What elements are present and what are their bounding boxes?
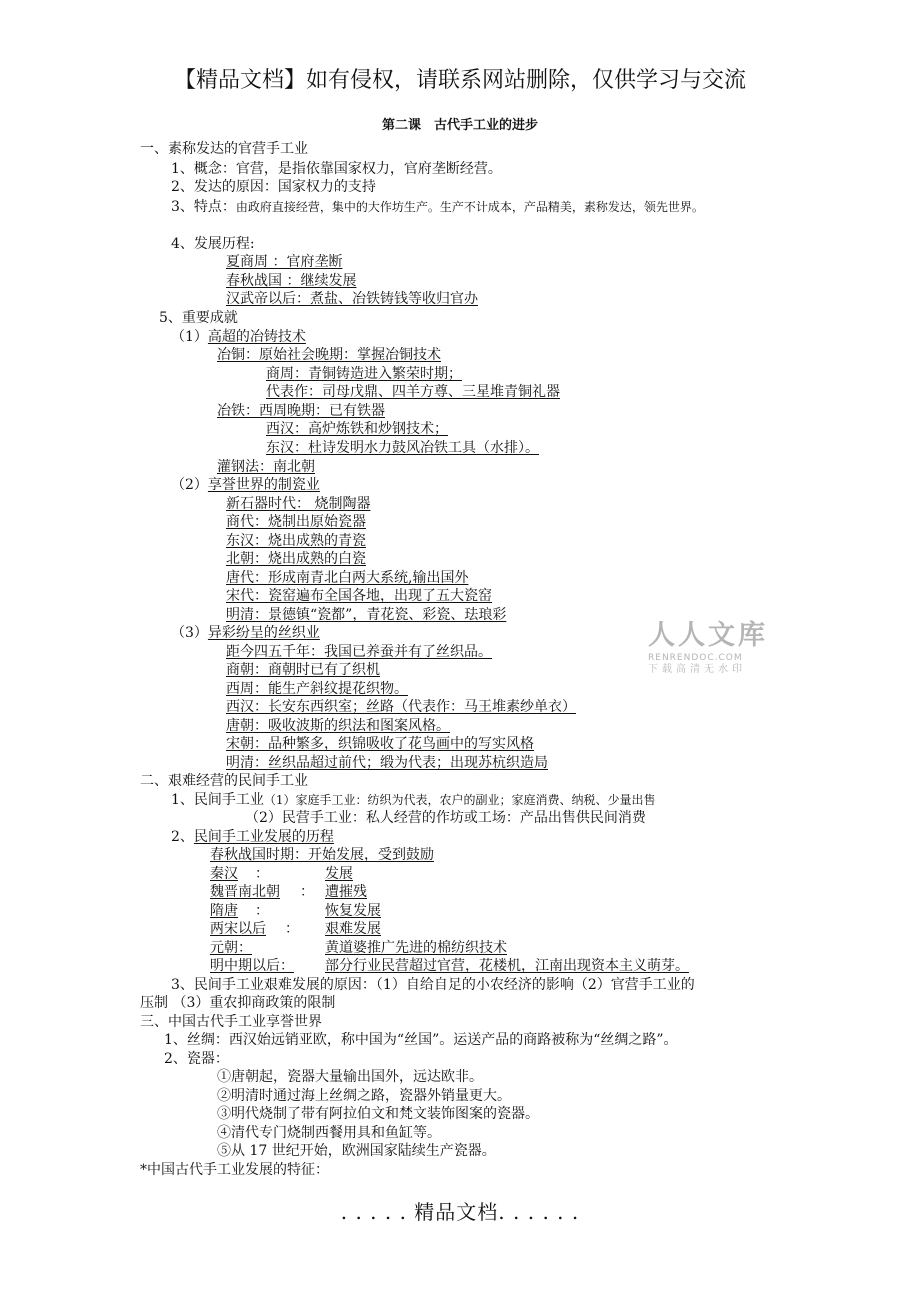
porcelain-export-item: ③明代烧制了带有阿拉伯文和梵文装饰图案的瓷器。 [217, 1106, 539, 1122]
history-era: 元朝： [210, 940, 252, 956]
footer-text: . . . . . 精品文档. . . . . . [340, 1200, 580, 1224]
metallurgy-item: 灌钢法：南北朝 [217, 459, 315, 475]
silk-item: 西汉：长安东西织室；丝路（代表作：马王堆素纱单衣） [226, 699, 576, 715]
metallurgy-item: 冶铁：西周晚期：已有铁器 [217, 403, 385, 419]
silk-item: 宋朝：品种繁多，织锦吸收了花鸟画中的写实风格 [226, 736, 534, 752]
s1-reason: 2、发达的原因：国家权力的支持 [171, 179, 376, 195]
list-number: （2） [171, 477, 208, 493]
s2-private-craft [171, 791, 656, 809]
section1-heading: 一、素称发达的官营手工业 [140, 141, 308, 157]
s1-history-label: 4、发展历程: [171, 236, 255, 252]
porcelain-item: 商代：烧制出原始瓷器 [226, 514, 366, 530]
silk-item: 商朝：商朝时已有了织机 [226, 662, 380, 678]
history-item: 汉武帝以后：煮盐、冶铁铸钱等收归官办 [226, 291, 478, 307]
porcelain-item: 唐代：形成南青北白两大系统,输出国外 [226, 570, 469, 586]
s1-achievements-label: 5、重要成就 [159, 310, 238, 326]
s2-history-title: 民间手工业发展的历程 [193, 829, 334, 845]
porcelain-export-item: ②明清时通过海上丝绸之路，瓷器外销量更大。 [217, 1088, 511, 1104]
watermark-site: RENRENDOC.COM [648, 653, 743, 663]
s3-porcelain-label: 2、瓷器： [164, 1051, 229, 1067]
history-era: 两宋以后 [210, 921, 266, 937]
s3-feature-note: *中国古代手工业发展的特征： [140, 1162, 329, 1178]
history-era: 明中期以后： [210, 958, 294, 974]
list-number: 2、 [171, 829, 194, 845]
porcelain-export-item: ④清代专门烧制西餐用具和鱼缸等。 [217, 1125, 441, 1141]
history-sep: ： [285, 921, 299, 937]
s2-private-craft-label: 1、民间手工业 [171, 792, 264, 808]
metallurgy-title: 高超的冶铸技术 [207, 329, 306, 345]
history-value: 艰难发展 [325, 921, 381, 937]
metallurgy-item: 代表作：司母戊鼎、四羊方尊、三星堆青铜礼器 [266, 384, 560, 400]
silk-item: 西周：能生产斜纹提花织物。 [226, 681, 408, 697]
history-value: 部分行业民营超过官营，花楼机，江南出现资本主义萌芽。 [325, 958, 689, 974]
porcelain-item: 东汉：烧出成熟的青瓷 [226, 533, 366, 549]
metallurgy-item: 冶铜：原始社会晚期：掌握冶铜技术 [217, 347, 441, 363]
porcelain-item: 北朝：烧出成熟的白瓷 [226, 551, 366, 567]
s2-reasons-cont: 压制 （3）重农抑商政策的限制 [140, 995, 336, 1011]
metallurgy-heading [171, 328, 306, 346]
silk-title: 异彩纷呈的丝织业 [207, 625, 320, 641]
private-history-item: 春秋战国时期：开始发展，受到鼓励 [210, 847, 434, 863]
history-item: 夏商周 ：官府垄断 [226, 254, 343, 270]
porcelain-item: 新石器时代： 烧制陶器 [226, 496, 371, 512]
history-value: 发展 [325, 866, 353, 882]
s1-feature [171, 198, 704, 216]
history-value: 恢复发展 [325, 903, 381, 919]
history-sep: ： [300, 884, 314, 900]
porcelain-export-item: ①唐朝起，瓷器大量输出国外，远达欧非。 [217, 1069, 483, 1085]
s2-household-craft: （1）家庭手工业：纺织为代表，农户的副业；家庭消费、纳税、少量出售 [263, 793, 656, 807]
metallurgy-item: 东汉：杜诗发明水力鼓风冶铁工具（水排）。 [266, 440, 539, 456]
porcelain-item: 宋代：瓷窑遍布全国各地，出现了五大瓷窑 [226, 588, 492, 604]
list-number: （3） [171, 625, 208, 641]
history-era: 魏晋南北朝 [210, 884, 280, 900]
history-era: 隋唐 [210, 903, 238, 919]
document-title: 第二课 古代手工业的进步 [381, 118, 538, 133]
history-value: 遭摧残 [325, 884, 367, 900]
s1-feature-text: 由政府直接经营，集中的大作坊生产。生产不计成本，产品精美，素称发达，领先世界。 [235, 200, 704, 214]
section2-heading: 二、艰难经营的民间手工业 [140, 773, 308, 789]
history-era: 秦汉 [210, 866, 238, 882]
watermark-slogan: 下载高清无水印 [648, 664, 746, 675]
s1-concept: 1、概念：官营，是指依靠国家权力，官府垄断经营。 [171, 161, 502, 177]
porcelain-item: 明清：景德镇“瓷都”，青花瓷、彩瓷、珐琅彩 [226, 607, 507, 623]
header-banner: 【精品文档】如有侵权，请联系网站删除，仅供学习与交流 [173, 68, 746, 93]
silk-item: 明清：丝织品超过前代；缎为代表；出现苏杭织造局 [226, 755, 548, 771]
history-sep: ： [255, 866, 269, 882]
silk-heading [171, 624, 320, 642]
porcelain-heading [171, 476, 320, 494]
history-sep: ： [255, 903, 269, 919]
s1-feature-label: 3、特点： [171, 199, 236, 215]
silk-item: 唐朝：吸收波斯的织法和图案风格。 [226, 718, 450, 734]
silk-item: 距今四五千年：我国已养蚕并有了丝织品。 [226, 644, 492, 660]
porcelain-export-item: ⑤从 17 世纪开始，欧洲国家陆续生产瓷器。 [217, 1143, 496, 1159]
section3-heading: 三、中国古代手工业享誉世界 [140, 1014, 322, 1030]
history-item: 春秋战国 ：继续发展 [226, 273, 357, 289]
s2-reasons: 3、民间手工业艰难发展的原因：（1）自给自足的小农经济的影响（2）官营手工业的 [171, 977, 695, 993]
s2-private-workshop: （2）民营手工业：私人经营的作坊或工场：产品出售供民间消费 [245, 810, 646, 826]
s2-history-heading [171, 828, 334, 846]
watermark-logo [648, 620, 778, 684]
history-value: 黄道婆推广先进的棉纺织技术 [325, 940, 507, 956]
metallurgy-item: 西汉：高炉炼铁和炒钢技术； [266, 421, 448, 437]
watermark-brand: 人人文库 [648, 620, 768, 651]
list-number: （1） [171, 329, 208, 345]
porcelain-title: 享誉世界的制瓷业 [207, 477, 320, 493]
s3-silk: 1、丝绸：西汉始远销亚欧，称中国为“丝国”。运送产品的商路被称为“丝绸之路”。 [164, 1032, 678, 1048]
private-history-row [210, 865, 238, 883]
metallurgy-item: 商周：青铜铸造进入繁荣时期； [266, 366, 462, 382]
